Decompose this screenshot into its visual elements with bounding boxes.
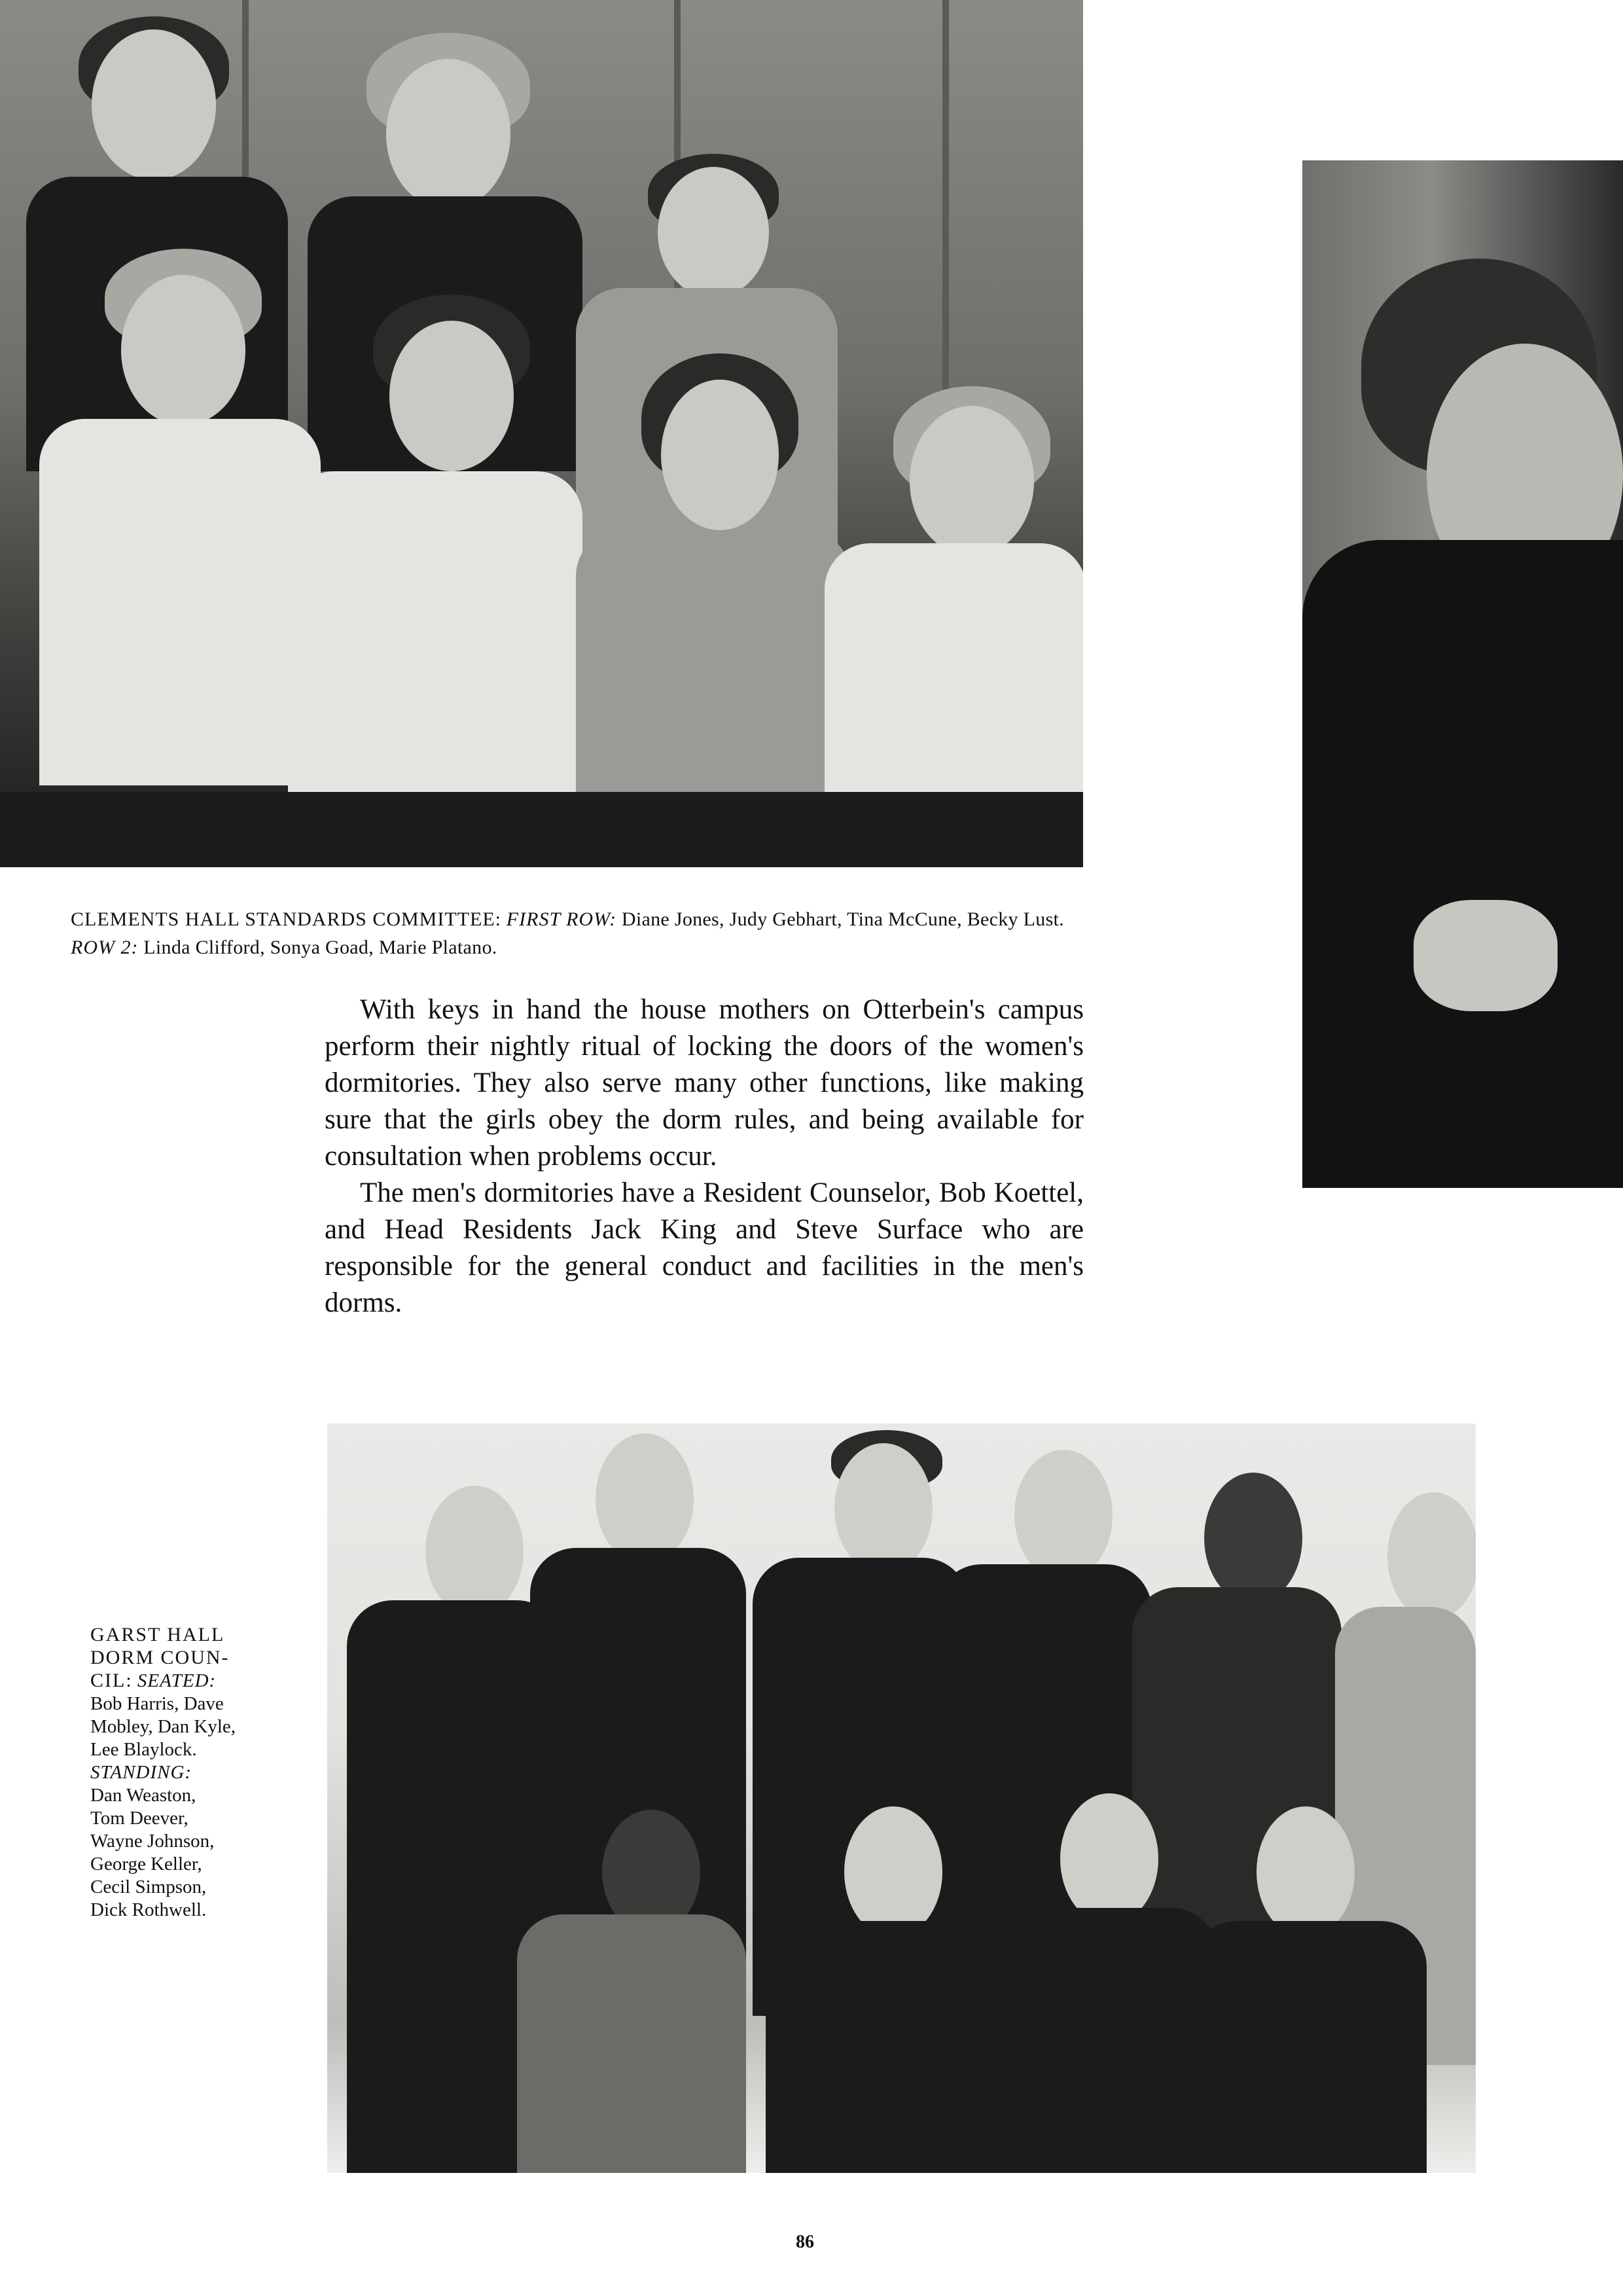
person-body — [766, 1921, 1008, 2173]
person-body — [576, 530, 851, 805]
person-head — [661, 380, 779, 530]
standing-names-line: George Keller, — [90, 1854, 202, 1874]
person-head — [844, 1806, 942, 1937]
person-head — [1387, 1492, 1476, 1620]
person-head — [425, 1486, 524, 1617]
seated-label: SEATED: — [137, 1670, 217, 1691]
row2-names: Linda Clifford, Sonya Goad, Marie Platano. — [143, 937, 497, 958]
article-body — [325, 992, 1084, 1321]
clements-hall-caption — [71, 905, 1092, 961]
row2-label: ROW 2: — [71, 937, 139, 958]
person-head — [389, 321, 514, 471]
person-head — [1014, 1450, 1113, 1581]
person-body — [982, 1908, 1217, 2173]
article-paragraph: The men's dormitories have a Resident Counselor, Bob Koettel, and Head Residents Jack King and Steve Surface who are responsible for the general conduct and facilities in the men's dorms. — [325, 1177, 1084, 1318]
standing-names-line: Cecil Simpson, — [90, 1876, 207, 1897]
standing-names-line: Dick Rothwell. — [90, 1899, 207, 1920]
seated-names-line: Mobley, Dan Kyle, — [90, 1716, 236, 1737]
person-head — [658, 167, 769, 298]
standing-names-line: Dan Weaston, — [90, 1785, 196, 1806]
first-row-label: FIRST ROW: — [506, 908, 617, 930]
hand — [1414, 900, 1558, 1011]
person-head — [92, 29, 216, 180]
person-body — [1191, 1921, 1427, 2173]
person-body — [1302, 540, 1623, 1188]
person-head — [834, 1443, 933, 1574]
standing-names-line: Tom Deever, — [90, 1808, 188, 1829]
person-head — [386, 59, 510, 209]
caption-label: CLEMENTS HALL STANDARDS COMMITTEE: — [71, 908, 501, 930]
person-body — [39, 419, 321, 785]
person-head — [121, 275, 245, 425]
person-head — [596, 1433, 694, 1564]
page-number: 86 — [796, 2232, 814, 2252]
clements-hall-committee-photo — [0, 0, 1083, 867]
person-head — [1060, 1793, 1158, 1924]
person-head — [910, 406, 1034, 556]
caption-label-line: DORM COUN- — [90, 1647, 230, 1668]
caption-label-line: GARST HALL — [90, 1624, 225, 1645]
first-row-names: Diane Jones, Judy Gebhart, Tina McCune, Becky Lust. — [621, 908, 1064, 930]
garst-hall-caption — [90, 1623, 287, 1922]
garst-hall-council-photo — [327, 1424, 1476, 2173]
caption-label-line: CIL: — [90, 1670, 133, 1691]
person-body — [288, 471, 582, 798]
standing-label: STANDING: — [90, 1762, 192, 1783]
person-head — [1257, 1806, 1355, 1937]
skirt-row — [0, 792, 1083, 867]
person-body — [825, 543, 1083, 805]
house-mother-photo — [1302, 160, 1623, 1188]
article-paragraph: With keys in hand the house mothers on Otterbein's campus perform their nightly ritual of locking the doors of the women's dormitories. They also serve many other functions, like making sure that the girls obey the dorm rules, and being available for consultation when problems occur. — [325, 994, 1084, 1172]
seated-names-line: Lee Blaylock. — [90, 1739, 197, 1760]
seated-names-line: Bob Harris, Dave — [90, 1693, 224, 1714]
standing-names-line: Wayne Johnson, — [90, 1831, 215, 1852]
person-body — [517, 1914, 746, 2173]
person-head — [1204, 1473, 1302, 1604]
